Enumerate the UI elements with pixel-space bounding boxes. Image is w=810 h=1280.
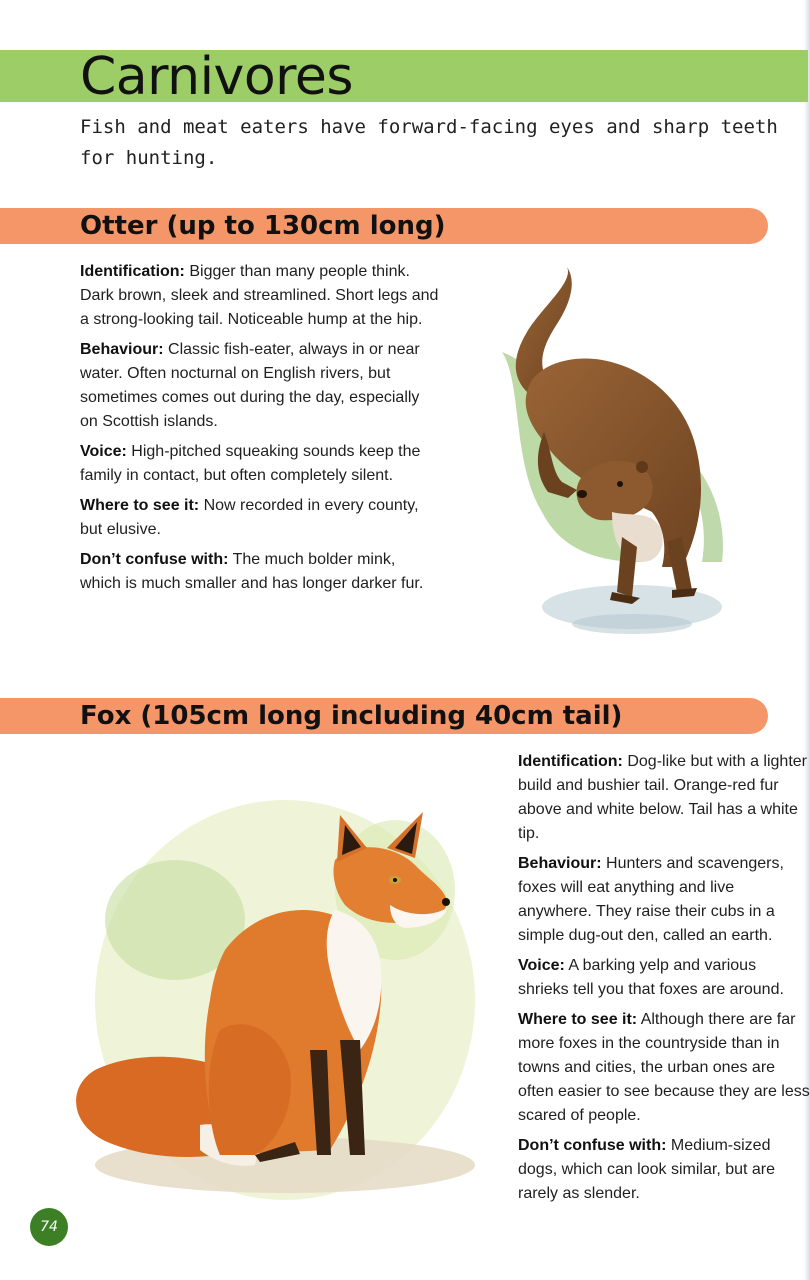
- fact-text: Bigger than many people think. Dark brown, sleek and streamlined. Short legs and a strong-looking tail. Noticeable hump at the hip.: [80, 263, 439, 328]
- fact-text: Although there are far more foxes in the countryside than in towns and cities, the urban ones are often easier to see because they are less scared of people.: [518, 1011, 810, 1124]
- fox-illustration: [55, 770, 475, 1200]
- fact-text: High-pitched squeaking sounds keep the family in contact, but often completely silent.: [80, 443, 421, 484]
- fox-section-title: Fox (105cm long including 40cm tail): [80, 701, 623, 731]
- fact-text: Dog-like but with a lighter build and bushier tail. Orange-red fur above and white below. Tail has a white tip.: [518, 753, 807, 842]
- fact-label: Identification:: [80, 263, 185, 280]
- fox-where-to-see: [518, 1008, 810, 1128]
- fact-text: A barking yelp and various shrieks tell you that foxes are around.: [518, 957, 784, 998]
- otter-voice: [80, 440, 440, 488]
- fact-label: Where to see it:: [518, 1011, 638, 1028]
- intro-text: Fish and meat eaters have forward-facing eyes and sharp teeth for hunting.: [80, 116, 778, 169]
- otter-identification: [80, 260, 440, 332]
- fact-label: Don’t confuse with:: [518, 1137, 667, 1154]
- fact-label: Don’t confuse with:: [80, 551, 229, 568]
- otter-illustration: [482, 262, 742, 662]
- fact-text: Now recorded in every county, but elusive.: [80, 497, 419, 538]
- fox-voice: [518, 954, 810, 1002]
- fox-behaviour: [518, 852, 810, 948]
- otter-section-title: Otter (up to 130cm long): [80, 211, 446, 241]
- otter-dont-confuse: [80, 548, 440, 596]
- page-number-badge: 74: [30, 1208, 68, 1246]
- fox-dont-confuse: [518, 1134, 810, 1206]
- fox-identification: [518, 750, 810, 846]
- fact-label: Identification:: [518, 753, 623, 770]
- fact-text: Classic fish-eater, always in or near water. Often nocturnal on English rivers, but sometimes comes out during the day, especially on Scottish islands.: [80, 341, 420, 430]
- otter-behaviour: [80, 338, 440, 434]
- fact-label: Where to see it:: [80, 497, 200, 514]
- fact-text: Hunters and scavengers, foxes will eat anything and live anywhere. They raise their cubs in a simple dug-out den, called an earth.: [518, 855, 784, 944]
- fact-label: Behaviour:: [80, 341, 164, 358]
- fact-label: Voice:: [518, 957, 565, 974]
- fox-facts: [518, 750, 810, 1212]
- fact-label: Voice:: [80, 443, 127, 460]
- fact-text: The much bolder mink, which is much smaller and has longer darker fur.: [80, 551, 424, 592]
- fact-label: Behaviour:: [518, 855, 602, 872]
- page-title: Carnivores: [80, 47, 353, 107]
- otter-where-to-see: [80, 494, 440, 542]
- fact-text: Medium-sized dogs, which can look similar, but are rarely as slender.: [518, 1137, 776, 1202]
- otter-facts: [80, 260, 440, 602]
